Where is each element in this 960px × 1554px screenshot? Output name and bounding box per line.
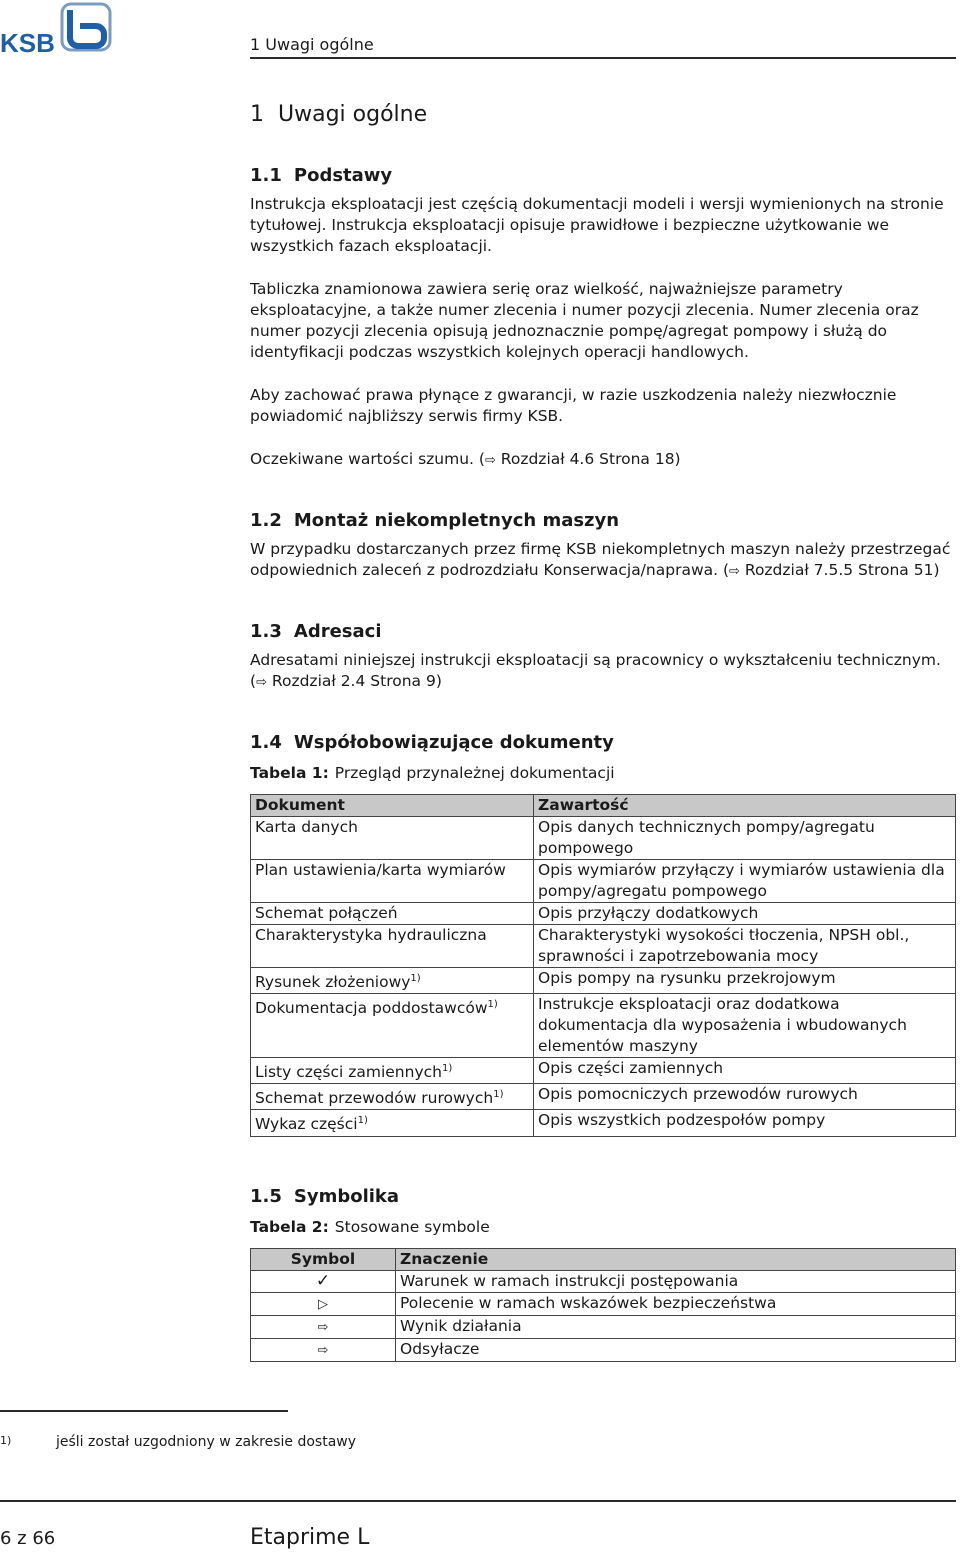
- footnote-ref: 1): [357, 1115, 368, 1127]
- symbols-table: [250, 1248, 956, 1362]
- column-header: Zawartość: [534, 795, 956, 817]
- footnote-ref: 1): [410, 973, 421, 984]
- table-caption: Tabela 1: Przegląd przynależnej dokumentacji: [250, 764, 615, 782]
- section-1-1: [250, 164, 956, 471]
- section-1-3: [250, 620, 956, 693]
- table-row: [251, 1110, 956, 1136]
- document-cell: Rysunek złożeniowy$^{1)}$: [251, 968, 534, 994]
- section-heading: 1.4 Współobowiązujące dokumenty: [250, 732, 614, 753]
- table-caption: Tabela 2: Stosowane symbole: [250, 1217, 490, 1236]
- table-row: [251, 817, 956, 860]
- table-row: [251, 1084, 956, 1110]
- footnote-ref: 1): [441, 1063, 453, 1075]
- content-cell: Opis danych technicznych pompy/agregatu pompowego: [534, 817, 956, 860]
- footnote-ref: 1): [487, 999, 498, 1011]
- checkmark-icon: ✓: [315, 1270, 331, 1291]
- cross-reference-link[interactable]: Rozdział 4.6 Strona 18): [495, 450, 681, 468]
- arrow-right-outline-icon: ⇨: [256, 675, 267, 690]
- arrow-right-outline-icon: ⇨: [484, 453, 496, 468]
- document-cell: Listy części zamiennych$^{1)}$: [251, 1058, 534, 1084]
- meaning-cell: Polecenie w ramach wskazówek bezpieczeństwa: [396, 1292, 956, 1315]
- symbol-cell: [251, 1338, 396, 1361]
- chapter-title: 1 Uwagi ogólne: [250, 102, 428, 127]
- section-heading: 1.2 Montaż niekompletnych maszyn: [250, 510, 620, 531]
- footnote-text: jeśli został uzgodniony w zakresie dostawy: [56, 1434, 357, 1450]
- table-row: [251, 903, 956, 925]
- paragraph: Tabliczka znamionowa zawiera serię oraz wielkość, najważniejsze parametry eksploatacyjne, a także numer zlecenia i numer pozycji zlecenia. Numer zlecenia oraz numer pozycji zlecenia opisują jednoznacznie pompę/agregat pompowy i służą do identyfikacji podczas wszystkich kolejnych operacji handlowych.: [250, 280, 919, 361]
- paragraph: Aby zachować prawa płynące z gwarancji, w razie uszkodzenia należy niezwłocznie powiadomić najbliższy serwis firmy KSB.: [250, 386, 897, 425]
- table-row: [251, 1338, 956, 1361]
- header-divider: [250, 57, 956, 59]
- section-heading: 1.3 Adresaci: [250, 621, 382, 642]
- meaning-cell: Warunek w ramach instrukcji postępowania: [396, 1270, 956, 1292]
- table-row: [251, 1270, 956, 1292]
- page-number: 6 z 66: [0, 1528, 56, 1549]
- content-cell: Opis wszystkich podzespołów pompy: [534, 1110, 956, 1136]
- triangle-right-icon: ▷: [318, 1296, 328, 1312]
- footnote-marker: 1): [0, 1434, 12, 1447]
- content-cell: Opis części zamiennych: [534, 1058, 956, 1084]
- content-cell: Opis przyłączy dodatkowych: [534, 903, 956, 925]
- cross-reference-link[interactable]: Rozdział 2.4 Strona 9): [266, 672, 442, 690]
- paragraph: Oczekiwane wartości szumu. (⇨ Rozdział 4.6 Strona 18): [250, 450, 681, 468]
- footnote-ref: 1): [493, 1089, 504, 1101]
- arrow-right-outline-icon: ⇨: [317, 1342, 329, 1358]
- running-header: 1 Uwagi ogólne: [250, 35, 374, 54]
- section-1-2: [250, 509, 956, 582]
- column-header: Znaczenie: [396, 1248, 956, 1270]
- meaning-cell: Wynik działania: [396, 1315, 956, 1338]
- meaning-cell: Odsyłacze: [396, 1338, 956, 1361]
- table-row: [251, 1058, 956, 1084]
- footnote: [0, 1434, 356, 1450]
- table-row: [251, 968, 956, 994]
- document-cell: Dokumentacja poddostawców$^{1)}$: [251, 994, 534, 1058]
- column-header: Symbol: [251, 1248, 396, 1270]
- document-cell: Charakterystyka hydrauliczna: [251, 925, 534, 968]
- table-row: [251, 925, 956, 968]
- column-header: Dokument: [251, 795, 534, 817]
- arrow-right-icon: ⇨: [317, 1319, 329, 1335]
- section-heading: 1.5 Symbolika: [250, 1185, 400, 1207]
- section-heading: 1.1 Podstawy: [250, 165, 393, 186]
- content-cell: Opis pompy na rysunku przekrojowym: [534, 968, 956, 994]
- ksb-logo: [0, 2, 112, 54]
- content-cell: Instrukcje eksploatacji oraz dodatkowa dokumentacja dla wyposażenia i wbudowanych elementów maszyny: [534, 994, 956, 1058]
- page-content: [250, 98, 956, 1400]
- svg-text:KSB: KSB: [0, 28, 55, 54]
- paragraph: Instrukcja eksploatacji jest częścią dokumentacji modeli i wersji wymienionych na stronie tytułowej. Instrukcja eksploatacji opisuje prawidłowe i bezpieczne użytkowanie we wszystkich fazach eksploatacji.: [250, 195, 944, 255]
- paragraph: W przypadku dostarczanych przez firmę KSB niekompletnych maszyn należy przestrzegać odpowiednich zaleceń z podrozdziału Konserwacja/naprawa. (⇨ Rozdział 7.5.5 Strona 51): [250, 540, 951, 579]
- symbol-cell: [251, 1315, 396, 1338]
- table-row: [251, 860, 956, 903]
- document-cell: Schemat przewodów rurowych$^{1)}$: [251, 1084, 534, 1110]
- product-name: Etaprime L: [250, 1525, 370, 1550]
- footer-divider: [0, 1500, 956, 1502]
- content-cell: Charakterystyki wysokości tłoczenia, NPSH obl., sprawności i zapotrzebowania mocy: [534, 925, 956, 968]
- footnote-divider: [0, 1410, 288, 1412]
- documents-table: [250, 794, 956, 1137]
- cross-reference-link[interactable]: Rozdział 7.5.5 Strona 51): [739, 561, 940, 579]
- document-cell: Plan ustawienia/karta wymiarów: [251, 860, 534, 903]
- paragraph: Adresatami niniejszej instrukcji eksploatacji są pracownicy o wykształceniu technicznym. (⇨ Rozdział 2.4 Strona 9): [250, 651, 941, 690]
- document-cell: Karta danych: [251, 817, 534, 860]
- table-row: [251, 994, 956, 1058]
- table-row: [251, 1292, 956, 1315]
- symbol-cell: [251, 1292, 396, 1315]
- content-cell: Opis wymiarów przyłączy i wymiarów ustawienia dla pompy/agregatu pompowego: [534, 860, 956, 903]
- symbol-cell: [251, 1270, 396, 1292]
- document-cell: Schemat połączeń: [251, 903, 534, 925]
- section-1-5: [250, 1185, 956, 1362]
- section-1-4: [250, 731, 956, 1137]
- document-cell: Wykaz części$^{1)}$: [251, 1110, 534, 1136]
- arrow-right-outline-icon: ⇨: [729, 564, 740, 579]
- table-row: [251, 1315, 956, 1338]
- content-cell: Opis pomocniczych przewodów rurowych: [534, 1084, 956, 1110]
